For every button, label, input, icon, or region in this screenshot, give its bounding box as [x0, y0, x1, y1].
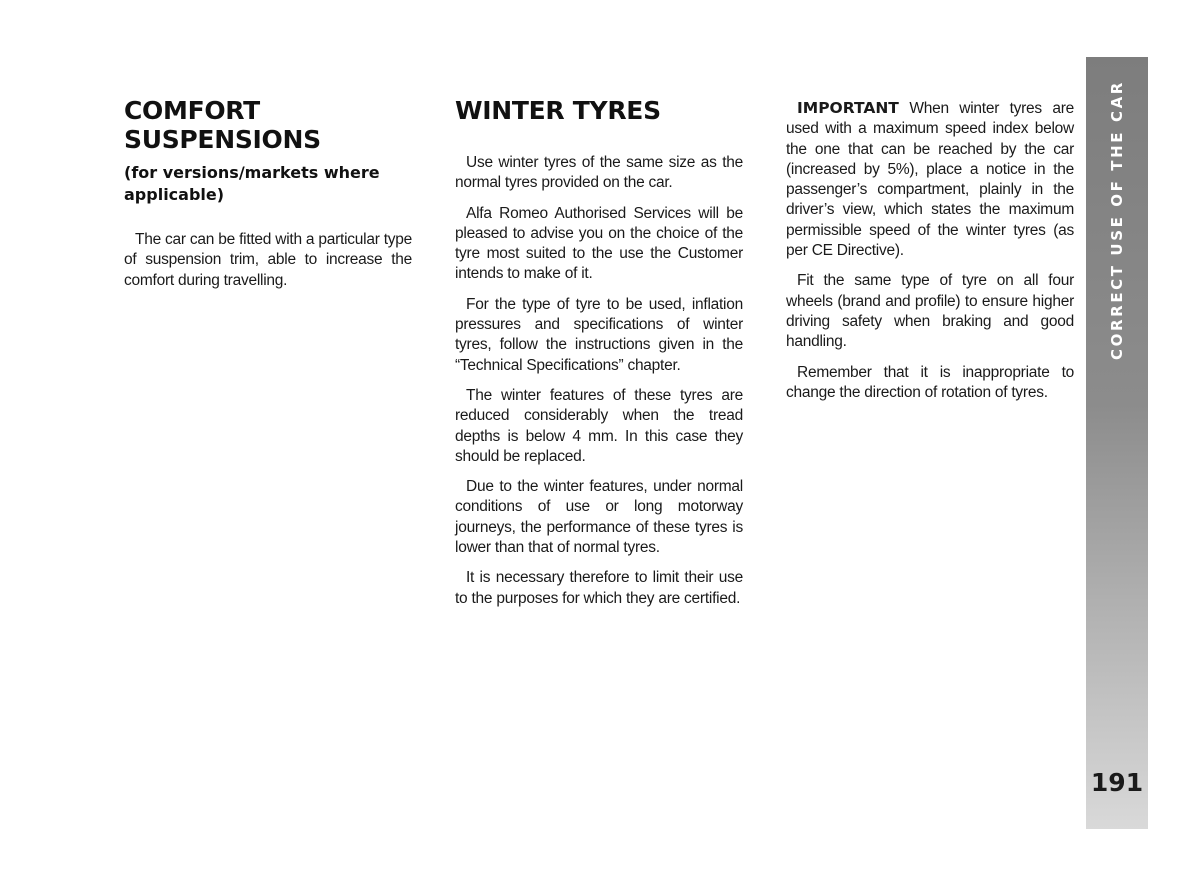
important-paragraph: [786, 98, 1074, 261]
winter-paragraph: Due to the winter features, under normal conditions of use or long motorway journeys, the performance of these tyres is lower than that of normal tyres.: [455, 478, 743, 557]
right-paragraph: Remember that it is inappropriate to change the direction of rotation of tyres.: [786, 363, 1074, 401]
winter-paragraph: The winter features of these tyres are reduced considerably when the tread depths is below 4 mm. In this case they should be replaced.: [455, 386, 743, 465]
important-text: When winter tyres are used with a maximum speed index below the one that can be reached by the car (increased by 5%), place a notice in the passenger’s compartment, plainly in the driver’s view, which states the maximum permissible speed of the winter tyres (as per CE Directive).: [786, 100, 1075, 260]
important-notes-column: [786, 98, 1074, 413]
comfort-suspensions-heading: [124, 96, 412, 154]
comfort-paragraph: The car can be fitted with a particular type of suspension trim, able to increase the comfort during travelling.: [124, 231, 412, 289]
right-paragraph: Fit the same type of tyre on all four wheels (brand and profile) to ensure higher driving safety when braking and good handling.: [786, 272, 1074, 351]
winter-paragraph: Use winter tyres of the same size as the normal tyres provided on the car.: [455, 154, 743, 192]
heading-line-2: SUSPENSIONS: [124, 125, 321, 154]
page-number: 191: [1090, 768, 1144, 797]
heading-line-1: COMFORT: [124, 96, 260, 125]
chapter-title: CORRECT USE OF THE CAR: [1108, 80, 1126, 360]
winter-paragraph: For the type of tyre to be used, inflation pressures and specifications of winter tyres, follow the instructions given in the “Technical Specifications” chapter.: [455, 295, 743, 374]
comfort-suspensions-column: [124, 96, 412, 301]
winter-tyres-heading: WINTER TYRES: [455, 96, 661, 125]
important-label: IMPORTANT: [797, 99, 899, 117]
comfort-subheading: (for versions/markets where applicable): [124, 163, 380, 204]
winter-paragraph: Alfa Romeo Authorised Services will be pleased to advise you on the choice of the tyre most suited to the use the Customer intends to make of it.: [455, 204, 743, 283]
winter-tyres-column: [455, 96, 743, 619]
winter-paragraph: It is necessary therefore to limit their use to the purposes for which they are certified.: [455, 569, 743, 607]
